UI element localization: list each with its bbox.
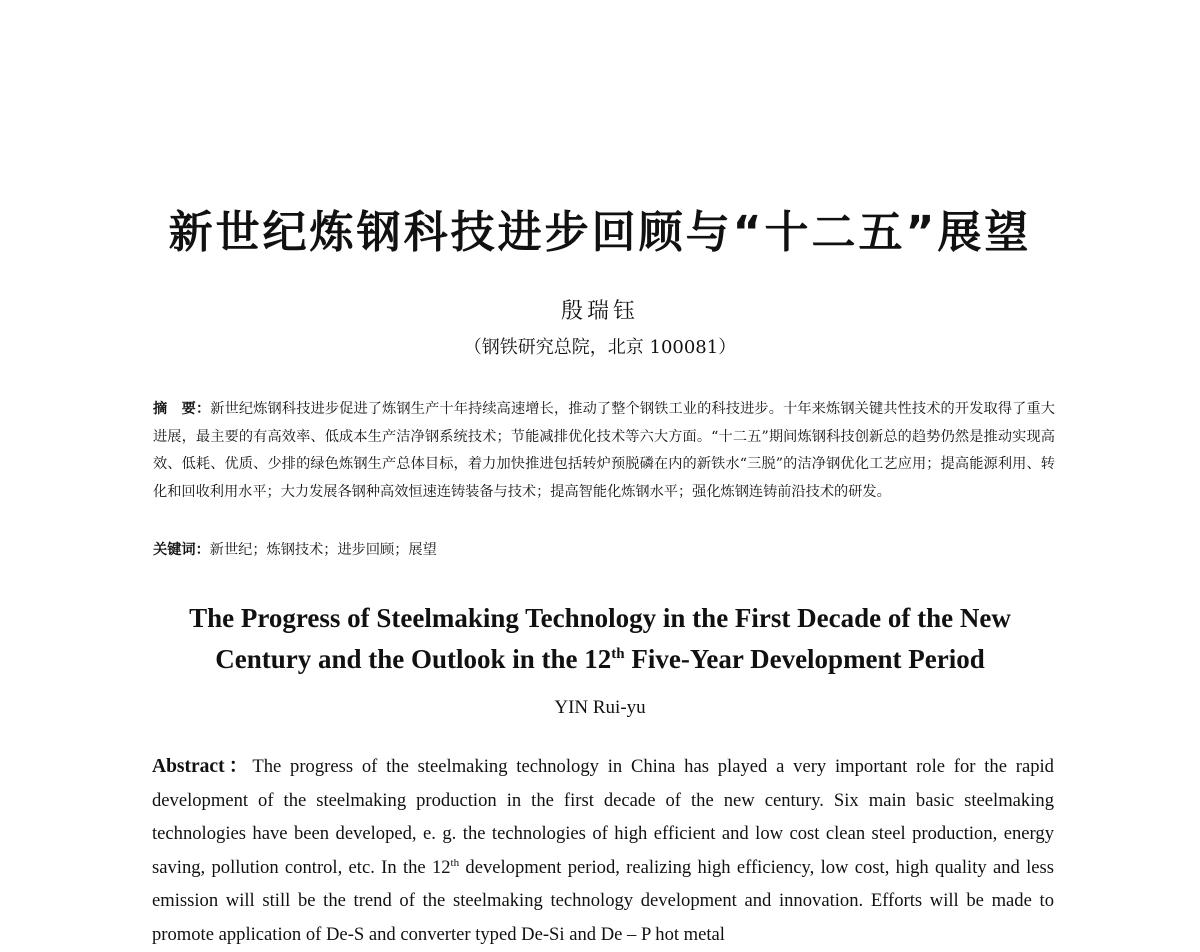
chinese-abstract-text: 新世纪炼钢科技进步促进了炼钢生产十年持续高速增长，推动了整个钢铁工业的科技进步。十年来炼钢关键共性技术的开发取得了重大进展，最主要的有高效率、低成本生产洁净钢系统技术；节能减排优化技术等六大方面。“十二五”期间炼钢科技创新总的趋势仍然是推动实现高效、低耗、优质、少排的绿色炼钢生产总体目标，着力加快推进包括转炉预脱磷在内的新铁水“三脱”的洁净钢优化工艺应用；提高能源利用、转化和回收利用水平；大力发展各钢种高效恒速连铸装备与技术；提高智能化炼钢水平；强化炼钢连铸前沿技术的研发。 [153, 401, 1055, 500]
english-title-ordinal: th [611, 646, 625, 662]
english-abstract [152, 750, 1054, 951]
chinese-keywords-text: 新世纪；炼钢技术；进步回顾；展望 [209, 542, 437, 558]
english-abstract-part1: The progress of the steelmaking technology in China has played a very important role for the rapid development of the steelmaking production in the first decade of the new century. Six main basic steelmaking technologies have been developed, e. g. the technologies of high efficient and low cost clean steel production, energy saving, pollution control, etc. In the 12 [152, 756, 1054, 878]
chinese-author: 殷瑞钰 [560, 299, 639, 324]
english-abstract-label: Abstract： [152, 756, 253, 777]
chinese-keywords-label: 关键词： [153, 542, 210, 558]
chinese-abstract-label: 摘 要： [153, 401, 211, 417]
english-abstract-part2: development period, realizing high efficiency, low cost, high quality and less emission will still be the trend of the steelmaking technology development and innovation. Efforts will be made to promote application of De-S and converter typed De-Si and De – P hot metal [152, 856, 1054, 945]
chinese-affiliation: （钢铁研究总院，北京 100081） [463, 337, 737, 358]
chinese-abstract [153, 396, 1055, 506]
english-title-part1: The Progress of Steelmaking Technology in the First Decade of the New Century and the Outlook in the 12 [189, 603, 1011, 674]
english-abstract-ordinal: th [450, 856, 460, 869]
english-title-part2: Five-Year Development Period [624, 644, 985, 674]
chinese-title: 新世纪炼钢科技进步回顾与“十二五”展望 [168, 207, 1032, 258]
chinese-keywords [153, 537, 1055, 564]
english-title [140, 598, 1060, 680]
english-author: YIN Rui-yu [554, 697, 646, 718]
